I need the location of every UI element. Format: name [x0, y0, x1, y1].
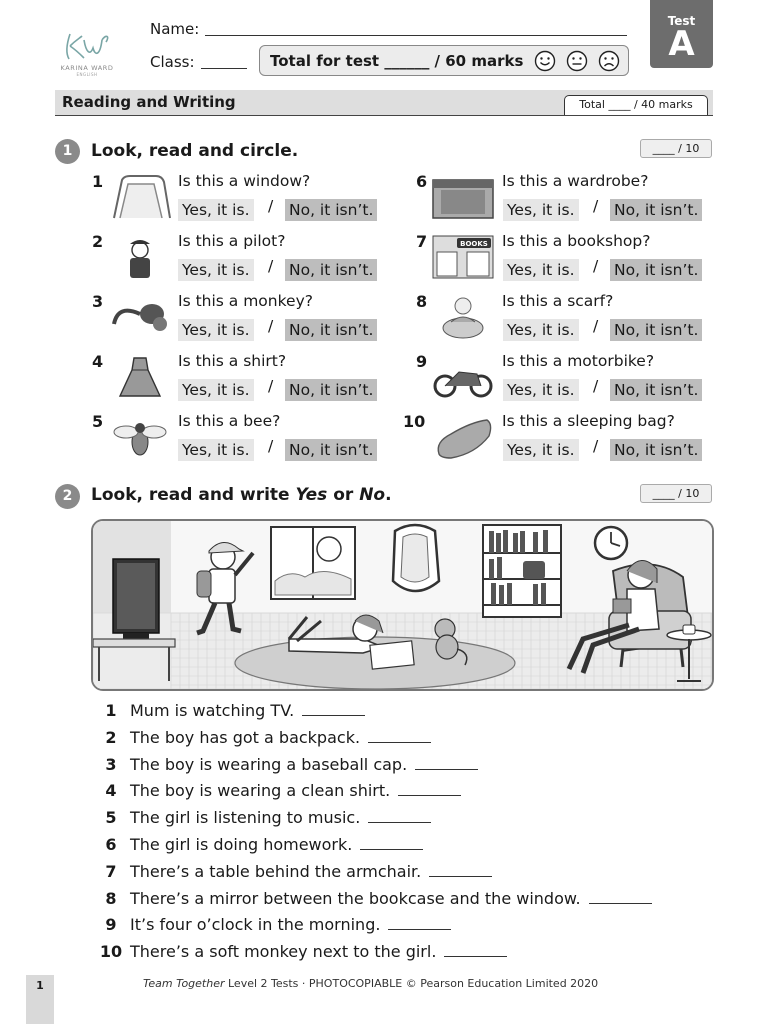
question-text: Is this a wardrobe? — [502, 172, 649, 190]
answer-blank[interactable] — [415, 758, 478, 770]
question-number: 1 — [92, 172, 104, 191]
sentence-number: 7 — [105, 861, 117, 881]
question-picture — [108, 174, 172, 220]
question-text: Is this a bookshop? — [502, 232, 651, 250]
sentence-number: 6 — [105, 835, 117, 854]
sad-face-icon — [598, 50, 620, 72]
logo-mark-icon — [60, 26, 114, 64]
answer-blank[interactable] — [444, 945, 507, 957]
answer-blank[interactable] — [302, 704, 365, 716]
sentence-item — [92, 728, 431, 752]
question-text: Is this a pilot? — [178, 232, 286, 250]
living-room-scene — [91, 519, 714, 691]
answer-no-option[interactable]: No, it isn’t. — [610, 259, 702, 281]
exercise-2-title — [91, 485, 392, 505]
exercise-2-title-yes: Yes — [295, 485, 328, 505]
sentence-number: 8 — [105, 888, 117, 908]
footer-series: Team Together — [143, 977, 225, 990]
sentence-item — [92, 701, 365, 725]
question-item — [92, 172, 412, 222]
sentence-text: The girl is listening to music. — [130, 808, 361, 828]
sentence-text: It’s four o’clock in the morning. — [130, 915, 381, 935]
answer-no-option[interactable]: No, it isn’t. — [610, 379, 702, 401]
name-label: Name: — [150, 20, 200, 38]
answer-separator: / — [593, 257, 599, 275]
clock — [595, 527, 627, 559]
answer-blank[interactable] — [589, 892, 652, 904]
sentence-item — [92, 862, 492, 886]
exercise-1-number: 1 — [55, 139, 80, 164]
sentence-text: The girl is doing homework. — [130, 835, 353, 854]
question-number: 3 — [92, 292, 104, 311]
answer-separator: / — [268, 317, 274, 335]
footer-text: Level 2 Tests · PHOTOCOPIABLE © Pearson Education Limited 2020 — [224, 977, 599, 990]
exercise-2-title-or: or — [327, 485, 360, 505]
answer-separator: / — [593, 437, 599, 455]
answer-no-option[interactable]: No, it isn’t. — [610, 439, 702, 461]
question-item — [403, 292, 723, 342]
sentence-item — [92, 755, 478, 779]
question-picture — [108, 354, 172, 400]
footer — [143, 977, 598, 990]
exercise-2-number: 2 — [55, 484, 80, 509]
question-number: 9 — [416, 352, 428, 371]
question-number: 6 — [416, 172, 428, 191]
logo-subtitle: ENGLISH — [76, 72, 98, 77]
question-item — [403, 232, 723, 282]
answer-separator: / — [593, 377, 599, 395]
question-item — [92, 352, 412, 402]
question-picture — [108, 234, 172, 280]
answer-no-option[interactable]: No, it isn’t. — [285, 199, 377, 221]
logo — [50, 20, 124, 82]
books-sign-text: BOOKS — [460, 240, 488, 248]
sentence-item — [92, 808, 431, 832]
sentence-item — [92, 889, 652, 913]
mirror — [393, 525, 439, 591]
test-version-tab — [650, 0, 713, 68]
name-field[interactable] — [205, 35, 627, 36]
answer-no-option[interactable]: No, it isn’t. — [285, 439, 377, 461]
test-total-box — [259, 45, 629, 76]
answer-blank[interactable] — [368, 731, 431, 743]
question-picture — [431, 174, 495, 220]
answer-separator: / — [268, 437, 274, 455]
sentence-text: There’s a mirror between the bookcase and the window. — [130, 888, 581, 908]
sentence-item — [92, 942, 507, 966]
answer-yes-option[interactable]: Yes, it is. — [503, 259, 579, 281]
question-text: Is this a sleeping bag? — [502, 412, 675, 430]
answer-no-option[interactable]: No, it isn’t. — [610, 319, 702, 341]
happy-face-icon — [534, 50, 556, 72]
test-letter: A — [668, 24, 695, 64]
exercise-2-score: ____ / 10 — [640, 484, 712, 503]
question-text: Is this a motorbike? — [502, 352, 655, 370]
answer-separator: / — [268, 257, 274, 275]
answer-yes-option[interactable]: Yes, it is. — [503, 319, 579, 341]
answer-yes-option[interactable]: Yes, it is. — [178, 439, 254, 461]
question-item — [92, 292, 412, 342]
answer-separator: / — [593, 197, 599, 215]
question-picture — [431, 354, 495, 400]
answer-yes-option[interactable]: Yes, it is. — [503, 379, 579, 401]
sentence-number: 10 — [99, 942, 123, 962]
page-number: 1 — [26, 975, 54, 1024]
question-picture — [108, 294, 172, 340]
section-total: Total ____ / 40 marks — [564, 95, 708, 115]
exercise-2-title-no: No — [359, 485, 386, 505]
logo-name: KARINA WARD — [60, 64, 114, 72]
question-item — [403, 352, 723, 402]
test-label: Test — [667, 14, 696, 28]
neutral-face-icon — [566, 50, 588, 72]
exercise-2-title-end: . — [385, 485, 392, 505]
answer-yes-option[interactable]: Yes, it is. — [503, 439, 579, 461]
sentence-item — [92, 915, 451, 939]
question-picture — [108, 414, 172, 460]
sentence-number: 3 — [105, 754, 117, 774]
question-item — [403, 412, 723, 462]
sentence-text: There’s a table behind the armchair. — [130, 861, 422, 881]
answer-no-option[interactable]: No, it isn’t. — [285, 379, 377, 401]
question-picture — [431, 234, 495, 280]
question-item — [92, 412, 412, 462]
exercise-1-score: ____ / 10 — [640, 139, 712, 158]
question-text: Is this a scarf? — [502, 292, 614, 310]
sentence-text: Mum is watching TV. — [130, 701, 295, 720]
question-text: Is this a bee? — [178, 412, 281, 430]
sentence-text: The boy has got a backpack. — [130, 727, 361, 747]
answer-no-option[interactable]: No, it isn’t. — [610, 199, 702, 221]
sentence-item — [92, 835, 423, 859]
question-text: Is this a monkey? — [178, 292, 313, 310]
answer-yes-option[interactable]: Yes, it is. — [178, 319, 254, 341]
exercise-2-title-text: Look, read and write — [91, 485, 296, 505]
question-text: Is this a shirt? — [178, 352, 287, 370]
question-number: 10 — [403, 412, 426, 431]
question-picture — [431, 294, 495, 340]
sentence-text: There’s a soft monkey next to the girl. — [130, 942, 437, 962]
question-item — [92, 232, 412, 282]
question-number: 7 — [416, 232, 428, 251]
sentence-number: 5 — [105, 808, 117, 828]
question-number: 4 — [92, 352, 104, 371]
exercise-1-title: Look, read and circle. — [91, 141, 299, 161]
answer-yes-option[interactable]: Yes, it is. — [178, 259, 254, 281]
test-total-label: Total for test ______ / 60 marks — [270, 52, 524, 70]
answer-yes-option[interactable]: Yes, it is. — [178, 379, 254, 401]
question-item — [403, 172, 723, 222]
question-picture — [431, 414, 495, 460]
question-number: 2 — [92, 232, 104, 251]
question-text: Is this a window? — [178, 172, 311, 190]
section-title: Reading and Writing — [62, 93, 236, 111]
answer-separator: / — [593, 317, 599, 335]
sentence-text: The boy is wearing a baseball cap. — [130, 754, 408, 774]
answer-blank[interactable] — [360, 838, 423, 850]
answer-blank[interactable] — [368, 811, 431, 823]
sentence-number: 1 — [105, 701, 117, 720]
question-number: 5 — [92, 412, 104, 431]
answer-blank[interactable] — [388, 918, 451, 930]
answer-separator: / — [268, 197, 274, 215]
sentence-item — [92, 781, 461, 805]
question-number: 8 — [416, 292, 428, 311]
bookcase — [483, 525, 561, 617]
answer-yes-option[interactable]: Yes, it is. — [178, 199, 254, 221]
sentence-number: 2 — [105, 727, 117, 747]
section-bar — [55, 90, 713, 116]
answer-blank[interactable] — [429, 865, 492, 877]
answer-no-option[interactable]: No, it isn’t. — [285, 259, 377, 281]
window — [271, 527, 355, 599]
answer-blank[interactable] — [398, 784, 461, 796]
answer-no-option[interactable]: No, it isn’t. — [285, 319, 377, 341]
sentence-number: 4 — [105, 781, 117, 801]
sentence-text: The boy is wearing a clean shirt. — [130, 781, 391, 801]
answer-separator: / — [268, 377, 274, 395]
class-label: Class: — [150, 53, 195, 71]
answer-yes-option[interactable]: Yes, it is. — [503, 199, 579, 221]
class-field[interactable] — [201, 68, 247, 69]
sentence-number: 9 — [105, 915, 117, 935]
